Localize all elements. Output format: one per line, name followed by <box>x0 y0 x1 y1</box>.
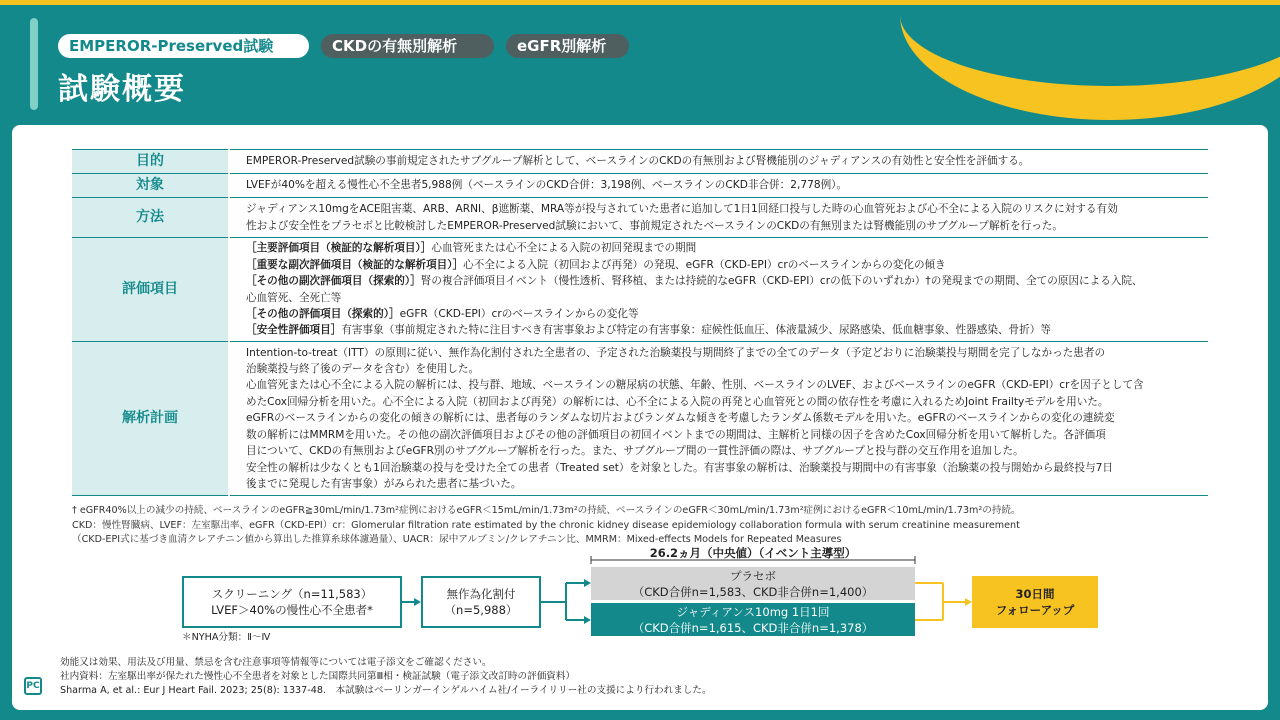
row-line-text: LVEFが40%を超える慢性心不全患者5,988例（ベースラインのCKD合併：3,198例、ベースラインのCKD非合併：2,778例）。 <box>246 179 848 192</box>
footnote-abbrev-1: CKD：慢性腎臓病、LVEF：左室駆出率、eGFR（CKD-EPI）cr：Glomerular filtration rate estimated by the chronic kidney disease epidemiology collaboration formula with serum creatinine measurement <box>72 520 1020 531</box>
row-line-text: 心不全による入院（初回および再発）の発現、eGFR（CKD-EPI）crのベースラインからの変化の傾き <box>463 258 946 271</box>
randomization-line-1: 無作為化割付 <box>446 587 516 601</box>
row-line-text: めたCox回帰分析を用いた。心不全による入院（初回および再発）の解析には、心不全による入院の再発と心血管死との間の依存性を考慮に入れるためJoint Frailtyモデルを用いた。 <box>246 395 1109 408</box>
row-line-text: 治験薬投与終了後のデータを含む）を使用した。 <box>246 363 480 376</box>
row-line-heading: ［安全性評価項目］ <box>246 324 342 337</box>
note-line-2: 社内資料：左室駆出率が保たれた慢性心不全患者を対象とした国際共同第Ⅲ相・検証試験（電子添文改訂時の評価資料） <box>60 671 576 682</box>
row-label: 目的 <box>72 150 229 174</box>
bottom-notes <box>60 656 712 698</box>
logo-icon: PC <box>24 677 42 695</box>
placebo-line-1: プラセボ <box>730 568 776 583</box>
row-line-heading: ［その他の評価項目（探索的）］ <box>246 307 400 320</box>
screening-line-1: スクリーニング（n=11,583） <box>211 587 373 601</box>
row-line-text: 心血管死または心不全による入院の解析には、投与群、地域、ベースラインの糖尿病の状態、年齢、性別、ベースラインのLVEF、およびベースラインのeGFR（CKD-EPI）crを因子として含 <box>246 379 1144 392</box>
row-line-heading: ［重要な副次評価項目（検証的な解析項目）］ <box>246 258 464 271</box>
footnote-dagger: † eGFR40%以上の減少の持続、ベースラインのeGFR≧30mL/min/1.73m²症例におけるeGFR＜15mL/min/1.73m²の持続、ベースラインのeGFR＜30mL/min/1.73m²症例におけるeGFR＜10mL/min/1.73m²の持続。 <box>72 505 1021 516</box>
row-line-text: EMPEROR-Preserved試験の事前規定されたサブグループ解析として、ベースラインのCKDの有無別および腎機能別のジャディアンスの有効性と安全性を評価する。 <box>246 155 1030 168</box>
row-line-text: 後までに発現した有害事象）がみられた患者に基づいた。 <box>246 477 522 490</box>
row-line-text: 数の解析にはMMRMを用いた。その他の副次評価項目およびその他の評価項目の初回イベントまでの期間は、主解析と同様の因子を含めたCox回帰分析を用いて解析した。各評価項 <box>246 428 1106 441</box>
drug-box <box>591 603 915 636</box>
row-line-text: 目について、CKDの有無別およびeGFR別のサブグループ解析を行った。また、サブグループ間の一貫性評価の際は、サブグループと投与群の交互作用を追加した。 <box>246 445 1024 458</box>
row-line-text: 有害事象（事前規定された特に注目すべき有害事象および特定の有害事象：症候性低血圧、体液量減少、尿路感染、低血糖事象、性器感染、骨折）等 <box>341 324 1051 337</box>
placebo-box <box>591 567 915 600</box>
row-line-text: 心血管死、全死亡等 <box>246 291 342 304</box>
followup-line-2: フォローアップ <box>995 603 1075 617</box>
row-line-text: 安全性の解析は少なくとも1回治験薬の投与を受けた全ての患者（Treated set）を対象とした。有害事象の解析は、治験薬投与期間中の有害事象（治験薬の投与開始から最終投与7日 <box>246 461 1114 474</box>
tag-trial: EMPEROR-Preserved試験 <box>58 34 309 58</box>
nyha-note: ＊NYHA分類：Ⅱ～Ⅳ <box>182 632 271 643</box>
row-line-text: eGFR（CKD-EPI）crのベースラインからの変化等 <box>399 307 639 320</box>
row-label: 方法 <box>72 198 229 238</box>
tag-ckd: CKDの有無別解析 <box>321 34 494 58</box>
duration-label: 26.2ヵ月（中央値）（イベント主導型） <box>649 546 857 560</box>
row-line-text: ジャディアンス10mgをACE阻害薬、ARB、ARNI、β遮断薬、MRA等が投与されていた患者に追加して1日1回経口投与した時の心血管死および心不全による入院のリスクに対する有効 <box>246 203 1118 216</box>
screening-box <box>182 576 402 628</box>
randomization-line-2: （n=5,988） <box>444 603 518 617</box>
screening-line-2: LVEF＞40%の慢性心不全患者* <box>211 603 373 617</box>
drug-line-1: ジャディアンス10mg 1日1回 <box>676 604 830 619</box>
row-line-text: Intention-to-treat（ITT）の原則に従い、無作為化割付された全患者の、予定された治験薬投与期間終了までの全てのデータ（予定どおりに治験薬投与期間を完了しなかった患者の <box>246 346 1106 359</box>
row-line-text: eGFRのベースラインからの変化の傾きの解析には、患者毎のランダムな切片およびランダムな傾きを考慮したランダム係数モデルを用いた。eGFRのベースラインからの変化の連続変 <box>246 412 1115 425</box>
drug-line-2: （CKD合併n=1,615、CKD非合併n=1,378） <box>632 620 874 635</box>
row-label: 評価項目 <box>72 238 229 342</box>
row-line-text: 性および安全性をプラセボと比較検討したEMPEROR-Preserved試験において、事前規定されたベースラインのCKDの有無別または腎機能別のサブグループ解析を行った。 <box>246 219 1063 232</box>
row-line-text: 腎の複合評価項目イベント（慢性透析、腎移植、または持続的なeGFR（CKD-EPI）crの低下のいずれか）†の発現までの期間、全ての原因による入院、 <box>420 275 1143 288</box>
row-label: 対象 <box>72 174 229 198</box>
followup-line-1: 30日間 <box>1015 587 1055 601</box>
row-line-heading: ［主要評価項目（検証的な解析項目）］ <box>246 242 432 255</box>
row-label: 解析計画 <box>72 342 229 496</box>
placebo-line-2: （CKD合併n=1,583、CKD非合併n=1,400） <box>632 584 874 599</box>
row-line-heading: ［その他の副次評価項目（探索的）］ <box>246 275 421 288</box>
randomization-box <box>421 576 541 628</box>
followup-box <box>972 576 1098 628</box>
note-line-1: 効能又は効果、用法及び用量、禁忌を含む注意事項等情報等については電子添文をご確認ください。 <box>60 657 492 668</box>
page-title: 試験概要 <box>58 72 186 107</box>
footnote-abbrev-2: （CKD-EPI式に基づき血清クレアチニン値から算出した推算糸球体濾過量）、UACR：尿中アルブミン/クレアチニン比、MMRM：Mixed-effects Models for Repeated Measures <box>72 534 842 545</box>
note-line-3: Sharma A, et al.: Eur J Heart Fail. 2023; 25(8): 1337-48. 本試験はベーリンガーインゲルハイム社/イーライリリー社の支援により行われました。 <box>60 685 712 696</box>
row-line-text: 心血管死または心不全による入院の初回発現までの期間 <box>431 242 697 255</box>
tag-egfr: eGFR別解析 <box>506 34 629 58</box>
